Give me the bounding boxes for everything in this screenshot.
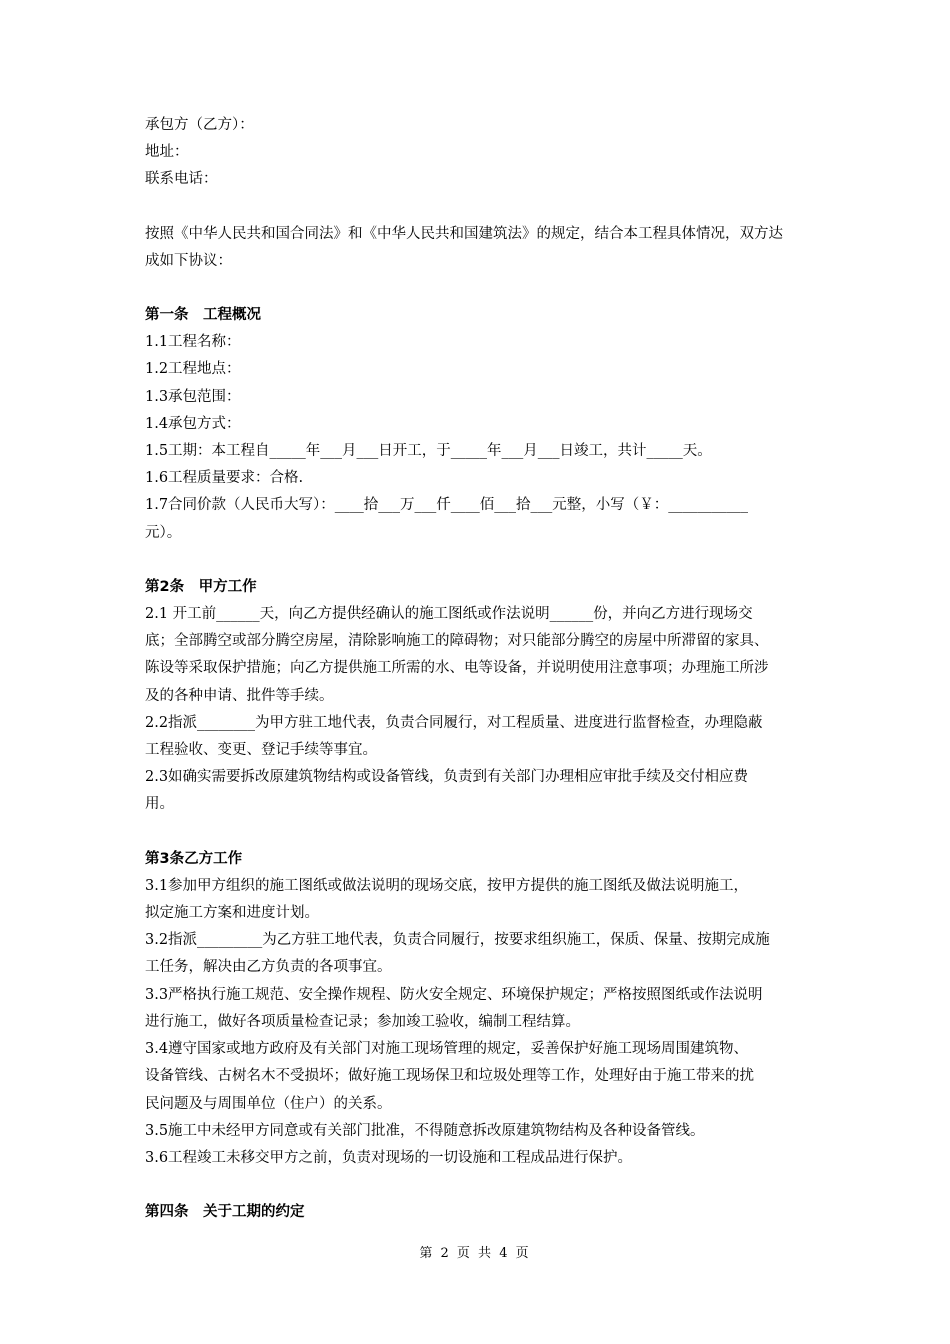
party-b-address: 地址：	[145, 144, 189, 161]
article2-item: 2.2指派________为甲方驻工地代表，负责合同履行，对工程质量、进度进行监督检查，办理隐蔽 工程验收、变更、登记手续等事宜。	[145, 714, 763, 759]
article3-item: 3.5施工中未经甲方同意或有关部门批准，不得随意拆改原建筑物结构及各种设备管线。	[145, 1122, 705, 1139]
intro-paragraph: 按照《中华人民共和国合同法》和《中华人民共和国建筑法》的规定，结合本工程具体情况，双方达 成如下协议：	[145, 225, 783, 269]
article1-item: 1.7合同价款（人民币大写）：____拾___万___仟____佰___拾___元整，小写（￥：___________ 元）。	[145, 497, 749, 541]
article1-item: 1.6工程质量要求：合格.	[145, 470, 304, 487]
article3-item: 3.6工程竣工未移交甲方之前，负责对现场的一切设施和工程成品进行保护。	[145, 1149, 633, 1166]
document-page	[145, 112, 810, 1226]
page-number-footer: 第 2 页 共 4 页	[419, 1246, 531, 1261]
article1-item: 1.3承包范围：	[145, 388, 241, 405]
article3-item: 3.2指派_________为乙方驻工地代表，负责合同履行，按要求组织施工，保质、保量、按期完成施 工任务，解决由乙方负责的各项事宜。	[145, 932, 770, 976]
article3-item: 3.1参加甲方组织的施工图纸或做法说明的现场交底，按甲方提供的施工图纸及做法说明施工， 拟定施工方案和进度计划。	[145, 877, 749, 922]
article1-heading: 第一条 工程概况	[145, 307, 261, 324]
article1-item: 1.2工程地点：	[145, 361, 241, 378]
article1-item: 1.4承包方式：	[145, 415, 241, 432]
article2-item: 2.3如确实需要拆改原建筑物结构或设备管线，负责到有关部门办理相应审批手续及交付相应费 用。	[145, 769, 749, 813]
article1-item: 1.5工期：本工程自_____年___月___日开工，于_____年___月___日竣工，共计_____天。	[145, 443, 712, 460]
party-b-label: 承包方（乙方）：	[145, 117, 254, 133]
article3-item: 3.3严格执行施工规范、安全操作规程、防火安全规定、环境保护规定；严格按照图纸或作法说明 进行施工，做好各项质量检查记录；参加竣工验收，编制工程结算。	[145, 986, 763, 1030]
article3-heading: 第3条乙方工作	[145, 850, 243, 867]
article2-item: 2.1 开工前______天，向乙方提供经确认的施工图纸或作法说明______份，并向乙方进行现场交 底；全部腾空或部分腾空房屋，清除影响施工的障碍物；对只能部分腾空的房屋中所滞留的家具、 陈设等采取保护措施；向乙方提供施工所需的水、电等设备，并说明使用注意事项；办理施工所涉 及的各种申请、批件等手续。	[145, 606, 769, 704]
article2-heading: 第2条 甲方工作	[145, 578, 257, 595]
article1-item: 1.1工程名称：	[145, 334, 241, 351]
article4-heading: 第四条 关于工期的约定	[145, 1204, 305, 1221]
article3-item: 3.4遵守国家或地方政府及有关部门对施工现场管理的规定，妥善保护好施工现场周围建筑物、 设备管线、古树名木不受损坏；做好施工现场保卫和垃圾处理等工作，处理好由于施工带来的扰 民问题及与周围单位（住户）的关系。	[145, 1041, 754, 1112]
party-b-phone: 联系电话：	[145, 171, 218, 188]
